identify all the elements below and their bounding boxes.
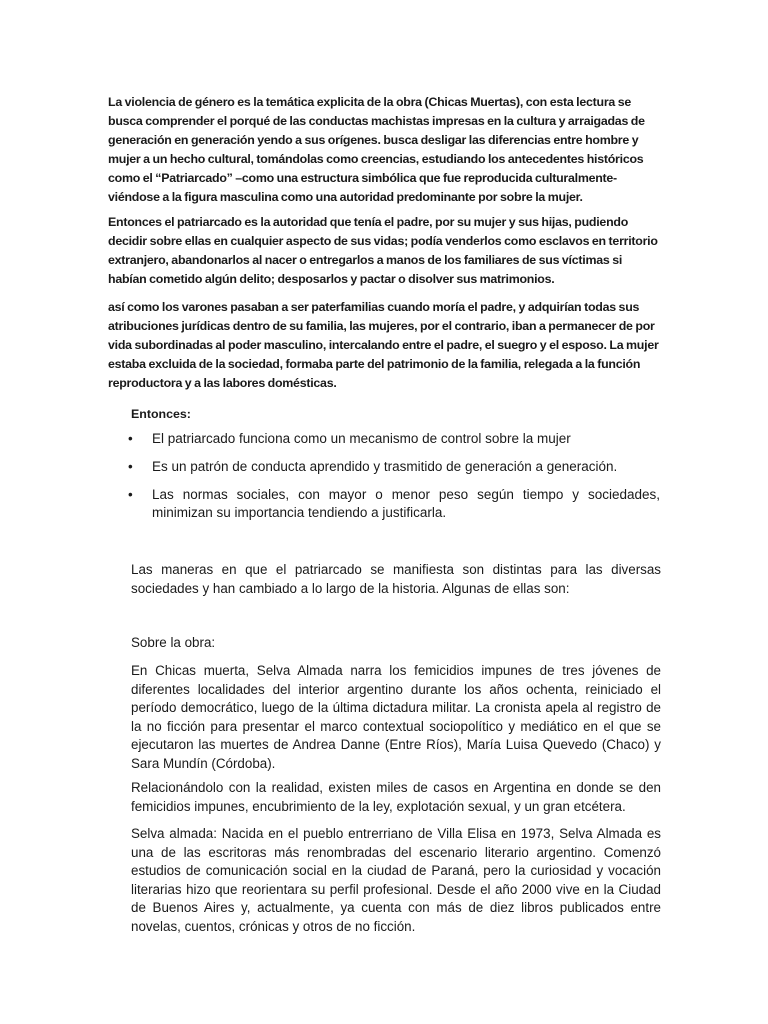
patriarcado-definition-paragraph: Entonces el patriarcado es la autoridad que tenía el padre, por su mujer y sus hijas, pudiendo decidir sobre ellas en cualquier aspecto de sus vidas; podía venderlos como esclavos en territorio extranjero, abandonarlos al nacer o entregarlos a manos de los familiares de sus víctimas si habían cometido algún delito; desposarlos y pactar o disolver sus matrimonios.	[108, 215, 658, 286]
bullet-icon: •	[128, 487, 133, 502]
sobre-la-obra-heading: Sobre la obra:	[131, 635, 216, 650]
paterfamilias-paragraph: así como los varones pasaban a ser paterfamilias cuando moría el padre, y adquirían todas sus atribuciones jurídicas dentro de su familia, las mujeres, por el contrario, iban a permanecer de por vida subordinadas al poder masculino, intercalando entre el padre, el suegro y el esposo. La mujer estaba excluida de la sociedad, formaba parte del patrimonio de la familia, relegada a la función reproductora y a las labores domésticas.	[108, 300, 659, 390]
intro-paragraph: La violencia de género es la temática explicita de la obra (Chicas Muertas), con esta lectura se busca comprender el porqué de las conductas machistas impresas en la cultura y arraigadas de generación en generación yendo a sus orígenes. busca desligar las diferencias entre hombre y mujer a un hecho cultural, tomándolas como creencias, estudiando los antecedentes históricos como el “Patriarcado” –como una estructura simbólica que fue reproducida culturalmente- viéndose a la figura masculina como una autoridad predominante por sobre la mujer.	[108, 95, 645, 204]
obra-paragraph: En Chicas muerta, Selva Almada narra los femicidios impunes de tres jóvenes de diferentes localidades del interior argentino durante los años ochenta, reiniciado el período democrático, luego de la última dictadura militar. La cronista apela al registro de la no ficción para presentar el marco contextual sociopolítico y mediático en el que se ejecutaron las muertes de Andrea Danne (Entre Ríos), María Luisa Quevedo (Chaco) y Sara Mundín (Córdoba).	[131, 663, 661, 771]
list-item-text: Las normas sociales, con mayor o menor peso según tiempo y sociedades, minimizan su importancia tendiendo a justificarla.	[152, 487, 660, 520]
list-item-text: El patriarcado funciona como un mecanismo de control sobre la mujer	[152, 431, 571, 446]
manifestations-paragraph: Las maneras en que el patriarcado se manifiesta son distintas para las diversas sociedades y han cambiado a lo largo de la historia. Algunas de ellas son:	[131, 562, 661, 596]
bullet-icon: •	[128, 431, 133, 446]
realidad-paragraph: Relacionándolo con la realidad, existen miles de casos en Argentina en donde se den femicidios impunes, encubrimiento de la ley, explotación sexual, y un gran etcétera.	[131, 780, 661, 814]
list-item	[130, 458, 660, 476]
conclusions-list	[130, 430, 660, 532]
entonces-label: Entonces:	[131, 407, 191, 421]
list-item-text: Es un patrón de conducta aprendido y trasmitido de generación a generación.	[152, 459, 618, 474]
bullet-icon: •	[128, 459, 133, 474]
autora-paragraph: Selva almada: Nacida en el pueblo entrerriano de Villa Elisa en 1973, Selva Almada es una de las escritoras más renombradas del escenario literario argentino. Comenzó estudios de comunicación social en la ciudad de Paraná, pero la curiosidad y vocación literarias hizo que reorientara su perfil profesional. Desde el año 2000 vive en la Ciudad de Buenos Aires y, actualmente, ya cuenta con más de diez libros publicados entre novelas, cuentos, crónicas y otros de no ficción.	[131, 826, 661, 934]
list-item	[130, 486, 660, 522]
list-item	[130, 430, 660, 448]
